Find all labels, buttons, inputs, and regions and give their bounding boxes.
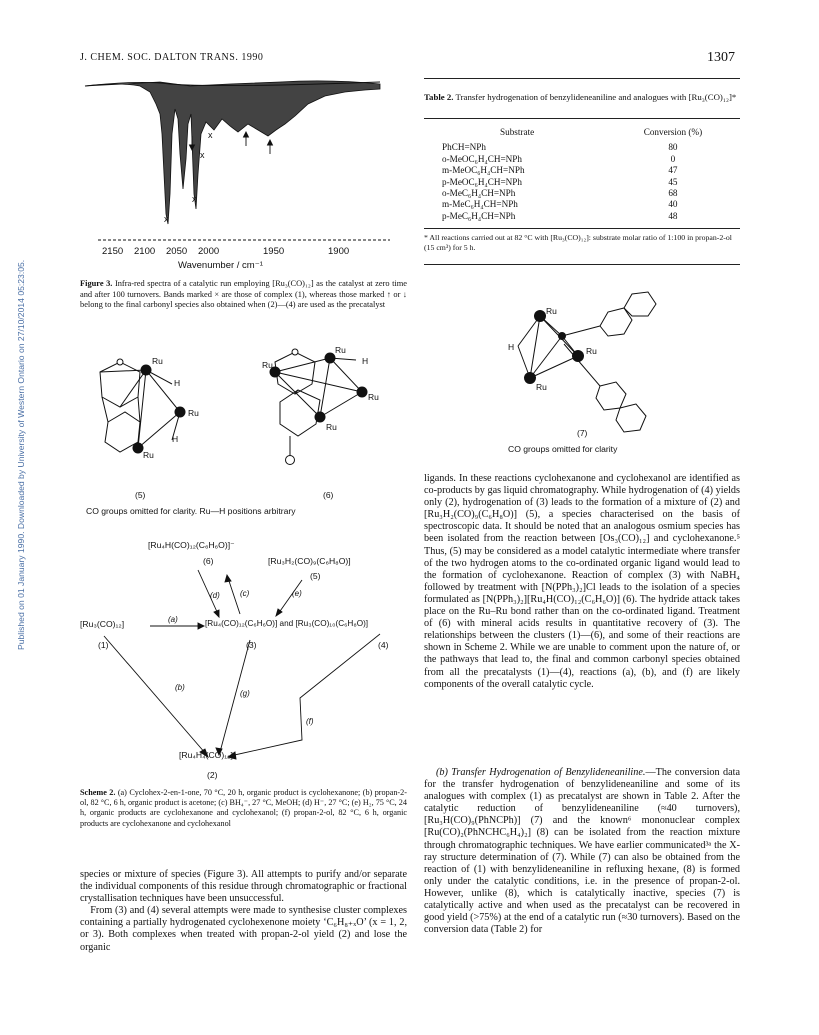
svg-text:Ru: Ru bbox=[536, 382, 547, 392]
complex-5-label: (5) bbox=[310, 571, 321, 581]
structure-7-caption: CO groups omitted for clarity bbox=[508, 444, 618, 454]
svg-text:Ru: Ru bbox=[152, 356, 163, 366]
table-rule-top bbox=[424, 118, 740, 119]
svg-text:(g): (g) bbox=[240, 689, 250, 698]
table-rule-bottom bbox=[424, 228, 740, 229]
svg-text:Ru: Ru bbox=[262, 360, 273, 370]
svg-text:(b): (b) bbox=[175, 683, 185, 692]
page-number: 1307 bbox=[707, 50, 735, 65]
svg-text:H: H bbox=[172, 434, 179, 444]
substrate-cell: o-MeC₆H₄CH=NPh bbox=[442, 188, 516, 199]
complex-4-label: (4) bbox=[378, 640, 389, 650]
tick-2000: 2000 bbox=[198, 246, 220, 257]
svg-text:(c): (c) bbox=[240, 589, 250, 598]
download-notice: Published on 01 January 1990. Downloaded by University of Western Ontario on 27/10/2014 05:23:05. bbox=[16, 259, 26, 650]
tick-2050: 2050 bbox=[166, 246, 188, 257]
svg-text:Ru: Ru bbox=[586, 346, 597, 356]
complex-6-label: (6) bbox=[203, 556, 214, 566]
svg-text:(e): (e) bbox=[292, 589, 302, 598]
table-2-title: Table 2. Transfer hydrogenation of benzylideneaniline and analogues with [Ru₃(CO)₁₂]* bbox=[424, 92, 737, 102]
ir-spectrum-figure bbox=[80, 74, 410, 264]
journal-header: J. CHEM. SOC. DALTON TRANS. 1990 bbox=[80, 52, 264, 63]
substrate-cell: m-MeOC₆H₄CH=NPh bbox=[442, 165, 525, 176]
svg-text:Ru: Ru bbox=[143, 450, 154, 460]
tick-1950: 1950 bbox=[263, 246, 285, 257]
band-mark-x: x bbox=[200, 150, 205, 160]
structures-caption: CO groups omitted for clarity. Ru—H positions arbitrary bbox=[86, 506, 296, 516]
scheme-2-diagram bbox=[80, 530, 410, 780]
band-mark-x: x bbox=[192, 194, 197, 204]
conversion-cell: 45 bbox=[668, 176, 678, 187]
figure3-caption: Figure 3. Infra-red spectra of a catalytic run employing [Ru₃(CO)₁₂] as the catalyst at zero time and after 100 turnovers. Bands marked × are those of complex (1), whereas those marked ↑ or ↓ belong to the final carbonyl species also obtained when (2)—(4) are used as the precatalyst bbox=[80, 279, 407, 310]
table-2 bbox=[440, 127, 730, 222]
x-axis-label: Wavenumber / cm⁻¹ bbox=[178, 260, 263, 271]
svg-text:(f): (f) bbox=[306, 717, 314, 726]
svg-text:(d): (d) bbox=[210, 591, 220, 600]
right-body-text-2: (b) Transfer Hydrogenation of Benzylideneaniline.—The conversion data for the transfer hydrogenation of benzylideneaniline and some of its analogues with complex (1) as precatalyst are shown in Table 2. After the catalytic reduction of benzylideneaniline (≈40 turnovers), [Ru₃H(CO)₉(PhNCPh)] (7) and the known⁶ mononuclear complex [Ru(CO)₂(PhNCHC₆H₄)₂] (8) can be isolated from the reaction mixture through chromatographic techniques. We have earlier communicated³ᵃ the X-ray structure determination of (7). While (7) can also be obtained from the reaction of (1) with benzylideneaniline in refluxing hexane, (8) is formed only under the catalytic conditions, i.e. in the presence of propan-2-ol. However, unlike (8), which is catalytically inactive, species (7) is catalytically active and when used as the precatalyst can be recovered in good yield (>75%) at the end of a catalytic run (≈30 turnovers). Based on the conversion data (Table 2) for bbox=[424, 767, 740, 936]
table-row bbox=[440, 165, 730, 176]
conversion-cell: 40 bbox=[668, 199, 678, 210]
table-row bbox=[440, 199, 730, 210]
right-body-text-1: ligands. In these reactions cyclohexanone and cyclohexanol are identified as co-products by gas liquid chromatography. While hydrogenation of (4) yields only (2), hydrogenation of (3) leads to the formation of a mixture of (2) and [Ru₃H₂(CO)₉(C₆H₈O)] (5), a species characterised on the basis of spectroscopic data. It should be noted that an analogous osmium species has been isolated from the reaction between [Os₃(CO)₁₂] and cyclohexanone.⁵ Thus, (5) may be considered as a model catalytic intermediate where transfer of the two hydrogen atoms to the co-ordinated organic ligand would lead to the formation of cyclohexanone. Reaction of complex (3) with NaBH₄ followed by treatment with [N(PPh₃)₂]Cl leads to the isolation of a species formulated as [N(PPh₃)₂][Ru₄H(CO)₁₂(C₆H₆O)] (6). The hydride attack takes place on the Ru–Ru bond rather than on the co-ordinated ligand. Treatment of (6) with mineral acids results in quantitative recovery of (3). The relationships between the clusters (1)—(6), and some of their reactions are shown in Scheme 2. While we are unable to comment upon the nature of, or the pathways that lead to, the final and common carbonyl species obtained from all the precatalysts (1)—(4), reactions (a), (b), and (f) are likely components of the overall catalytic cycle. bbox=[424, 473, 740, 690]
substrate-cell: PhCH=NPh bbox=[442, 142, 486, 153]
table-row bbox=[440, 177, 730, 188]
table-2-footnote: * All reactions carried out at 82 °C with [Ru₃(CO)₁₂]: substrate molar ratio of 1:100 in propan-2-ol (15 cm³) for 5 h. bbox=[424, 233, 732, 252]
table-row bbox=[440, 188, 730, 199]
conversion-cell: 80 bbox=[668, 142, 678, 153]
structure-7 bbox=[500, 286, 680, 436]
structure-5-label: (5) bbox=[135, 490, 146, 500]
svg-text:Ru: Ru bbox=[546, 306, 557, 316]
conversion-cell: 68 bbox=[668, 188, 678, 199]
svg-text:Ru: Ru bbox=[368, 392, 379, 402]
complex-2-label: (2) bbox=[207, 770, 218, 780]
svg-text:Ru: Ru bbox=[335, 345, 346, 355]
col-conversion: Conversion (%) bbox=[643, 127, 703, 137]
col-substrate: Substrate bbox=[500, 127, 535, 137]
complex-1-formula: [Ru₃(CO)₁₂] bbox=[80, 619, 125, 629]
structures-5-6 bbox=[80, 342, 410, 500]
structure-6-label: (6) bbox=[323, 490, 334, 500]
complex-5-formula: [Ru₃H₂(CO)₉(C₆H₈O)] bbox=[268, 556, 351, 566]
tick-1900: 1900 bbox=[328, 246, 350, 257]
complex-3-formula: [Ru₄(CO)₁₂(C₆H₆O)] and [Ru₃(CO)₁₀(C₆H₈O)] bbox=[205, 619, 369, 628]
band-mark-x: x bbox=[164, 214, 169, 224]
structure-7-label: (7) bbox=[577, 428, 588, 438]
complex-1-label: (1) bbox=[98, 640, 109, 650]
table-row bbox=[440, 154, 730, 165]
svg-text:H: H bbox=[508, 342, 515, 352]
conversion-cell: 0 bbox=[670, 153, 676, 164]
svg-text:Ru: Ru bbox=[326, 422, 337, 432]
divider bbox=[424, 78, 740, 79]
substrate-cell: p-MeC₆H₄CH=NPh bbox=[442, 210, 516, 221]
tick-2150: 2150 bbox=[102, 246, 124, 257]
svg-text:H: H bbox=[362, 356, 369, 366]
tick-2100: 2100 bbox=[134, 246, 156, 257]
complex-6-formula: [Ru₄H(CO)₁₂(C₆H₆O)]⁻ bbox=[148, 540, 235, 550]
complex-3-label: (3) bbox=[246, 640, 257, 650]
substrate-cell: p-MeOC₆H₄CH=NPh bbox=[442, 176, 522, 187]
substrate-cell: o-MeOC₆H₄CH=NPh bbox=[442, 153, 522, 164]
left-body-text: species or mixture of species (Figure 3). All attempts to purify and/or separate the individual components of this residue through chromatographic or fractional crystallisation techniques have been unsuccessful. From (3) and (4) several attempts were made to synthesise cluster complexes containing a partially hydrogenated cyclohexenone moiety ‘C₆H₈₊ₓO’ (x = 1, 2, or 3). Both complexes when treated with propan-2-ol yield (2) and lose the organic bbox=[80, 869, 407, 953]
scheme-2-caption: Scheme 2. (a) Cyclohex-2-en-1-one, 70 °C, 20 h, organic product is cyclohexanone; (b) propan-2-ol, 82 °C, 6 h, organic product is acetone; (c) BH₄⁻, 27 °C, MeOH; (d) H⁻, 27 °C; (e) H₂, 75 °C, 24 h, organic products are cyclohexanone and cyclohexanol; (f) propan-2-ol, 82 °C, 6 h, organic products are cyclohexanone and cyclohexanol bbox=[80, 788, 407, 828]
conversion-cell: 47 bbox=[668, 165, 678, 176]
complex-2-formula: [Ru₄H₄(CO)₁₂] bbox=[179, 750, 233, 760]
substrate-cell: m-MeC₆H₄CH=NPh bbox=[442, 199, 518, 210]
table-row bbox=[440, 142, 730, 153]
svg-text:Ru: Ru bbox=[188, 408, 199, 418]
band-mark-x: x bbox=[208, 130, 213, 140]
table-row bbox=[440, 211, 730, 222]
svg-text:H: H bbox=[174, 378, 181, 388]
conversion-cell: 48 bbox=[668, 210, 678, 221]
table-rule-end bbox=[424, 264, 740, 265]
svg-text:(a): (a) bbox=[168, 615, 178, 624]
